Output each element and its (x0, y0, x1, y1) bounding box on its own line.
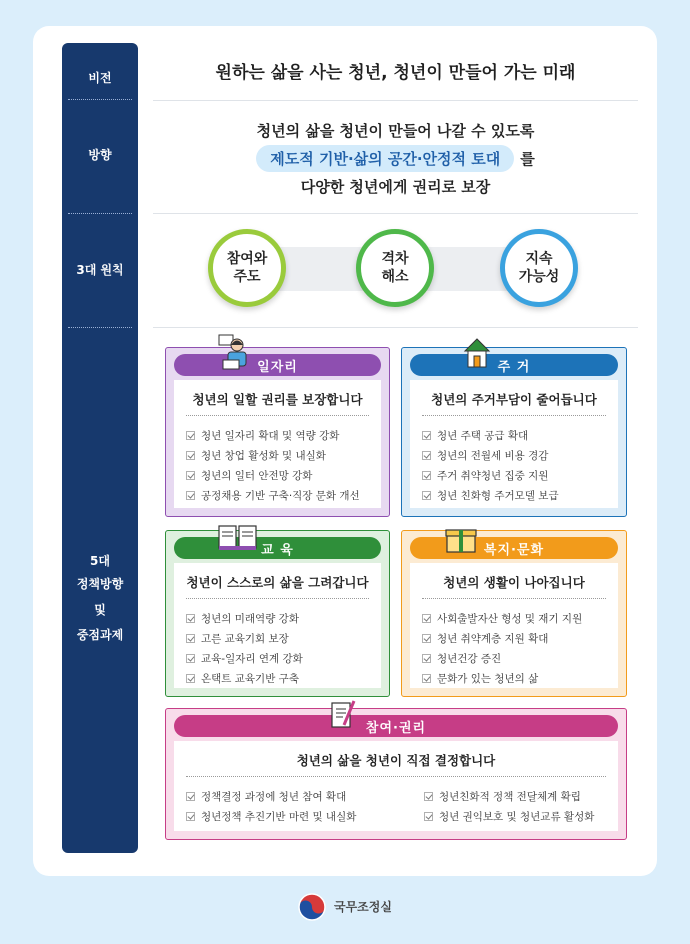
house-icon (462, 335, 492, 369)
policy-box-welfare (401, 530, 627, 697)
list-item (186, 787, 356, 807)
principle-line: 가능성 (518, 269, 560, 285)
item-text: 청년의 전월세 비용 경감 (437, 450, 549, 462)
list-item (422, 609, 582, 629)
policy-subtitle: 청년의 일할 권리를 보장합니다 (192, 392, 363, 407)
policy-box-education (165, 530, 390, 697)
list-item (186, 426, 360, 446)
principle-line: 지속 (525, 251, 553, 267)
item-text: 청년 주택 공급 확대 (437, 430, 529, 442)
sidebar-label-vision: 비전 (88, 71, 112, 85)
policy-items (422, 609, 582, 689)
policy-box-body (410, 380, 618, 508)
item-text: 문화가 있는 청년의 삶 (437, 673, 539, 685)
checkbox-icon (424, 792, 433, 801)
policy-box-body (410, 563, 618, 688)
item-text: 청년정책 추진기반 마련 및 내실화 (201, 811, 357, 823)
row-divider (153, 327, 638, 328)
checkbox-icon (422, 674, 431, 683)
item-text: 교육-일자리 연계 강화 (201, 653, 303, 665)
item-text: 청년의 일터 안전망 강화 (201, 470, 313, 482)
policy-pill-participation: 참여·권리 (174, 715, 618, 737)
list-item (186, 807, 356, 827)
policy-pill-housing: 주 거 (410, 354, 618, 376)
checkbox-icon (186, 491, 195, 500)
list-item (186, 629, 303, 649)
policy-pill-jobs: 일자리 (174, 354, 381, 376)
item-text: 청년의 미래역량 강화 (201, 613, 299, 625)
document-pen-icon (328, 697, 358, 733)
principle-line: 격차 (381, 251, 409, 267)
direction-line-2 (153, 145, 638, 172)
list-item (186, 486, 360, 506)
dotted-divider (186, 776, 606, 777)
gift-icon (444, 525, 478, 555)
item-text: 청년친화적 정책 전달체계 확립 (439, 791, 581, 803)
principle-line: 주도 (233, 269, 261, 285)
policy-items (186, 609, 303, 689)
list-item (422, 486, 559, 506)
checkbox-icon (186, 674, 195, 683)
policy-subtitle: 청년의 삶을 청년이 직접 결정합니다 (296, 753, 496, 768)
item-text: 청년 친화형 주거모델 보급 (437, 490, 559, 502)
sidebar-label-policy-1: 5대 (90, 554, 110, 568)
list-item (186, 446, 360, 466)
list-item (186, 609, 303, 629)
list-item (422, 446, 559, 466)
dotted-divider (422, 598, 606, 599)
dotted-divider (422, 415, 606, 416)
list-item (422, 669, 582, 689)
checkbox-icon (186, 634, 195, 643)
sidebar-divider (68, 99, 132, 100)
list-item (186, 669, 303, 689)
dotted-divider (186, 415, 369, 416)
list-item (422, 629, 582, 649)
policy-pill-education: 교 육 (174, 537, 381, 559)
list-item (424, 807, 594, 827)
sidebar-divider (68, 327, 132, 328)
list-item (186, 466, 360, 486)
list-item (422, 466, 559, 486)
government-emblem-icon (297, 892, 327, 922)
list-item (424, 787, 594, 807)
policy-items (422, 426, 559, 506)
policy-box-housing (401, 347, 627, 517)
books-icon (216, 520, 260, 552)
policy-box-body (174, 380, 381, 508)
checkbox-icon (422, 654, 431, 663)
direction-highlight: 제도적 기반·삶의 공간·안정적 토대 (256, 145, 514, 172)
list-item (422, 426, 559, 446)
policy-subtitle: 청년의 주거부담이 줄어듭니다 (431, 392, 597, 407)
checkbox-icon (186, 792, 195, 801)
item-text: 공정채용 기반 구축·직장 문화 개선 (201, 490, 360, 502)
policy-items-left (186, 787, 356, 827)
checkbox-icon (422, 431, 431, 440)
sidebar-divider (68, 213, 132, 214)
item-text: 청년 권익보호 및 청년교류 활성화 (439, 811, 595, 823)
sidebar-label-policy-3: 및 (94, 603, 106, 617)
item-text: 온택트 교육기반 구축 (201, 673, 299, 685)
item-text: 청년 창업 활성화 및 내실화 (201, 450, 326, 462)
principle-gap (356, 229, 434, 307)
row-divider (153, 100, 638, 101)
checkbox-icon (186, 812, 195, 821)
checkbox-icon (422, 491, 431, 500)
sidebar-label-direction: 방향 (88, 148, 112, 162)
item-text: 고른 교육기회 보장 (201, 633, 289, 645)
direction-suffix: 를 (520, 150, 535, 168)
vision-statement: 원하는 삶을 사는 청년, 청년이 만들어 가는 미래 (215, 63, 576, 83)
sidebar-label-policy-4: 중점과제 (76, 628, 124, 642)
list-item (186, 649, 303, 669)
item-text: 청년건강 증진 (437, 653, 502, 665)
item-text: 주거 취약청년 집중 지원 (437, 470, 549, 482)
policy-box-body (174, 563, 381, 688)
checkbox-icon (422, 451, 431, 460)
item-text: 청년 일자리 확대 및 역량 강화 (201, 430, 340, 442)
sidebar-label-policy-2: 정책방향 (76, 577, 124, 591)
checkbox-icon (186, 431, 195, 440)
policy-box-body (174, 741, 618, 831)
checkbox-icon (422, 634, 431, 643)
dotted-divider (186, 598, 369, 599)
direction-line-1: 청년의 삶을 청년이 만들어 나갈 수 있도록 (256, 122, 535, 140)
policy-items (186, 426, 360, 506)
checkbox-icon (186, 614, 195, 623)
checkbox-icon (186, 451, 195, 460)
item-text: 사회출발자산 형성 및 재기 지원 (437, 613, 583, 625)
policy-pill-welfare: 복지·문화 (410, 537, 618, 559)
policy-subtitle: 청년이 스스로의 삶을 그려갑니다 (186, 575, 369, 590)
checkbox-icon (186, 654, 195, 663)
item-text: 청년 취약계층 지원 확대 (437, 633, 549, 645)
principle-sustainability (500, 229, 578, 307)
list-item (422, 649, 582, 669)
policy-box-participation (165, 708, 627, 840)
principle-line: 해소 (381, 269, 409, 285)
policy-items-right (424, 787, 594, 827)
checkbox-icon (422, 614, 431, 623)
checkbox-icon (422, 471, 431, 480)
principle-line: 참여와 (226, 251, 268, 267)
principle-participation (208, 229, 286, 307)
org-name: 국무조정실 (334, 900, 392, 914)
checkbox-icon (186, 471, 195, 480)
item-text: 정책결정 과정에 청년 참여 확대 (201, 791, 347, 803)
checkbox-icon (424, 812, 433, 821)
policy-box-jobs (165, 347, 390, 517)
policy-subtitle: 청년의 생활이 나아집니다 (443, 575, 585, 590)
direction-line-3: 다양한 청년에게 권리로 보장 (300, 178, 491, 196)
sidebar-label-principles: 3대 원칙 (76, 263, 124, 277)
office-worker-icon (217, 333, 251, 373)
row-divider (153, 213, 638, 214)
